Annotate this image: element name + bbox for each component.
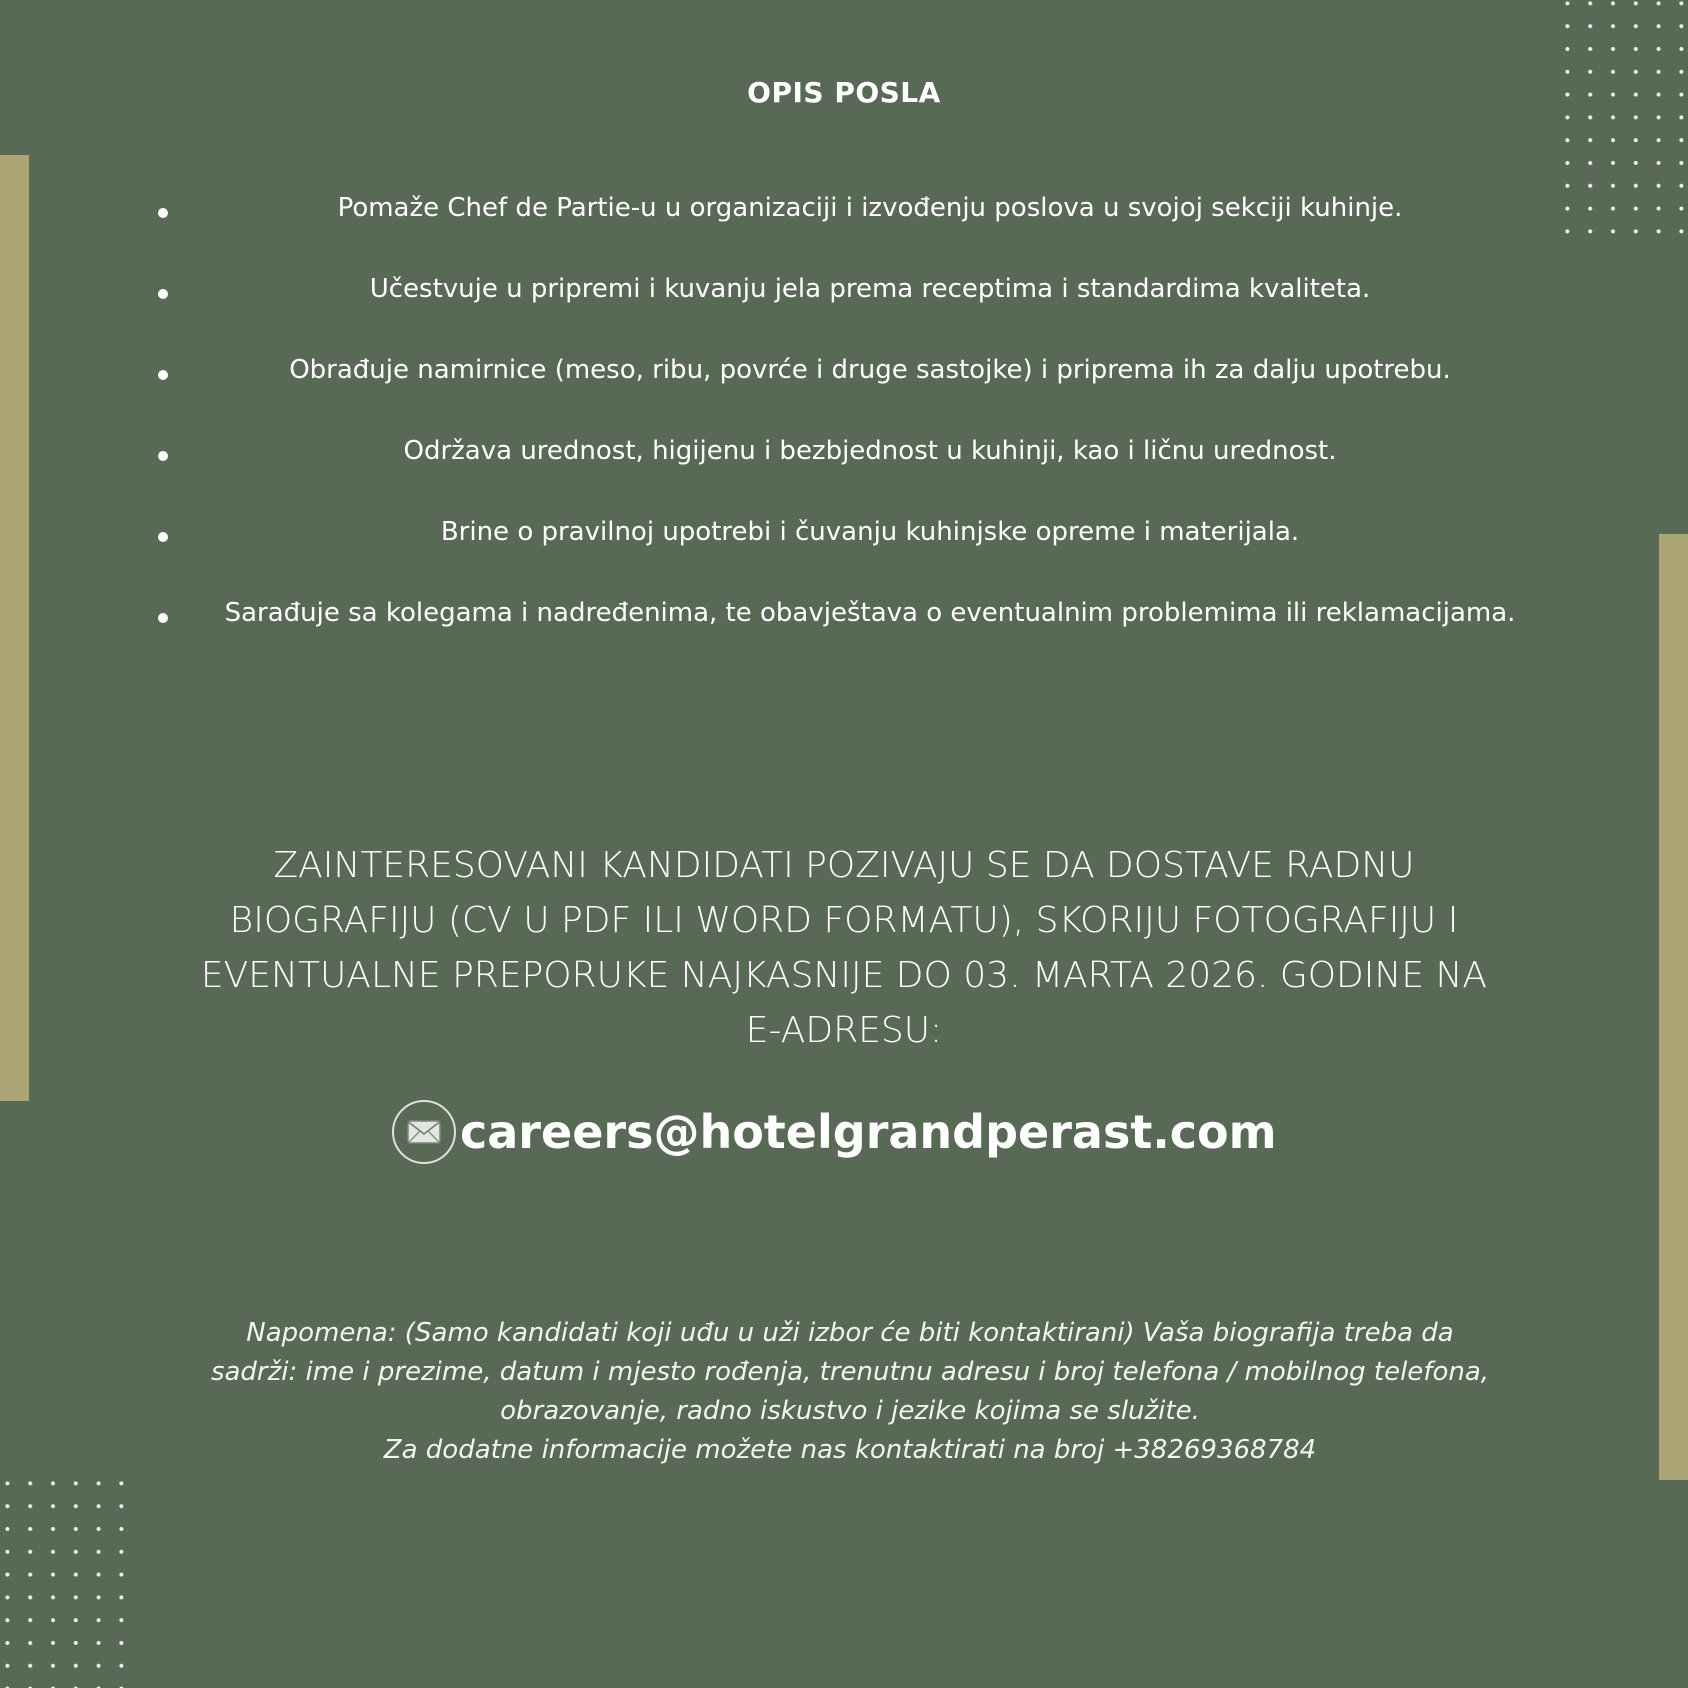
duty-item bbox=[150, 595, 1550, 676]
duty-text: Pomaže Chef de Partie-u u organizaciji i izvođenju poslova u svojoj sekciji kuhinje. bbox=[337, 193, 1403, 223]
note-requirements: Napomena: (Samo kandidati koji uđu u uži izbor će biti kontaktirani) Vaša biografija treba da sadrži: ime i prezime, datum i mjesto rođenja, trenutnu adresu i broj telefona / mobilnog telefona, obrazovanje, radno iskustvo i jezike kojima se služite. bbox=[210, 1318, 1490, 1426]
duty-item bbox=[150, 271, 1550, 352]
accent-bar-left bbox=[0, 155, 29, 1101]
bullet-icon bbox=[158, 208, 168, 218]
duty-item bbox=[150, 514, 1550, 595]
bullet-icon bbox=[158, 289, 168, 299]
contact-email-link[interactable]: careers@hotelgrandperast.com bbox=[460, 1105, 1277, 1159]
dot-pattern-top-right bbox=[1556, 0, 1688, 238]
duty-item bbox=[150, 352, 1550, 433]
envelope-icon bbox=[392, 1100, 456, 1164]
duties-list bbox=[150, 190, 1550, 676]
note-phone-contact: Za dodatne informacije možete nas kontaktirati na broj +38269368784 bbox=[383, 1435, 1317, 1465]
bullet-icon bbox=[158, 532, 168, 542]
duty-text: Obrađuje namirnice (meso, ribu, povrće i druge sastojke) i priprema ih za dalju upotrebu. bbox=[289, 355, 1451, 385]
application-invitation: ZAINTERESOVANI KANDIDATI POZIVAJU SE DA DOSTAVE RADNU BIOGRAFIJU (CV U PDF ILI WORD FORMATU), SKORIJU FOTOGRAFIJU I EVENTUALNE PREPORUKE NAJKASNIJE DO 03. MARTA 2026. GODINE NA E-ADRESU: bbox=[200, 845, 1488, 1051]
application-note bbox=[200, 1314, 1500, 1470]
duty-item bbox=[150, 433, 1550, 514]
dot-pattern-bottom-left bbox=[0, 1472, 132, 1688]
bullet-icon bbox=[158, 370, 168, 380]
section-title: OPIS POSLA bbox=[747, 76, 941, 109]
duty-text: Održava urednost, higijenu i bezbjednost u kuhinji, kao i ličnu urednost. bbox=[403, 436, 1337, 466]
contact-email-row bbox=[392, 1100, 1277, 1164]
bullet-icon bbox=[158, 451, 168, 461]
duty-text: Učestvuje u pripremi i kuvanju jela prema receptima i standardima kvaliteta. bbox=[369, 274, 1371, 304]
bullet-icon bbox=[158, 613, 168, 623]
duty-text: Brine o pravilnoj upotrebi i čuvanju kuhinjske opreme i materijala. bbox=[440, 517, 1300, 547]
accent-bar-right bbox=[1659, 534, 1688, 1480]
duty-text: Sarađuje sa kolegama i nadređenima, te obavještava o eventualnim problemima ili reklamacijama. bbox=[224, 598, 1516, 628]
duty-item bbox=[150, 190, 1550, 271]
